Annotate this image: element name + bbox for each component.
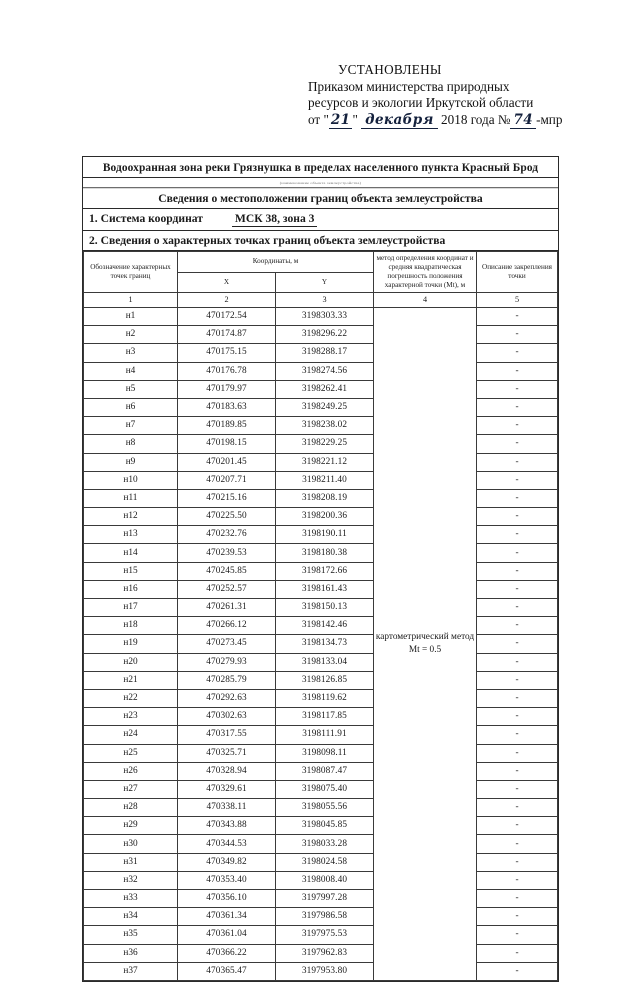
cell-description-value: - [477, 890, 558, 908]
cell-coordinate-y: 3198262.41 [276, 380, 374, 398]
cell-coordinate-y: 3198211.40 [276, 471, 374, 489]
table-row [84, 453, 558, 471]
table-row [84, 853, 558, 871]
table-row [84, 435, 558, 453]
table-row [84, 871, 558, 889]
table-row [84, 762, 558, 780]
points-section-label: 2. Сведения о характерных точках границ объекта землеустройства [83, 231, 558, 251]
cell-description-value: - [477, 871, 558, 889]
cell-coordinate-y: 3197953.80 [276, 962, 374, 980]
cell-coordinate-y: 3198274.56 [276, 362, 374, 380]
cell-coordinate-y: 3198208.19 [276, 489, 374, 507]
cell-description-value: - [477, 508, 558, 526]
cell-description-value: - [477, 744, 558, 762]
cell-description-value: - [477, 671, 558, 689]
cell-coordinate-x: 470266.12 [178, 617, 276, 635]
cell-point-designation: н18 [84, 617, 178, 635]
cell-coordinate-y: 3197962.83 [276, 944, 374, 962]
cell-coordinate-x: 470349.82 [178, 853, 276, 871]
table-row [84, 471, 558, 489]
cell-description-value: - [477, 435, 558, 453]
cell-coordinate-y: 3198119.62 [276, 689, 374, 707]
table-row [84, 689, 558, 707]
cell-coordinate-y: 3198142.46 [276, 617, 374, 635]
cell-coordinate-x: 470328.94 [178, 762, 276, 780]
cell-point-designation: н32 [84, 871, 178, 889]
table-row [84, 580, 558, 598]
cell-description-value: - [477, 944, 558, 962]
cell-coordinate-x: 470285.79 [178, 671, 276, 689]
header-coordinates-group: Координаты, м [178, 252, 374, 273]
table-row [84, 526, 558, 544]
cell-description-value: - [477, 962, 558, 980]
cell-description-value: - [477, 653, 558, 671]
cell-point-designation: н35 [84, 926, 178, 944]
cell-description-value: - [477, 817, 558, 835]
header-description: Описание закрепления точки [477, 252, 558, 293]
cell-point-designation: н4 [84, 362, 178, 380]
cell-coordinate-x: 470232.76 [178, 526, 276, 544]
cell-coordinate-x: 470225.50 [178, 508, 276, 526]
table-row [84, 835, 558, 853]
cell-description-value: - [477, 926, 558, 944]
cell-point-designation: н30 [84, 835, 178, 853]
cell-coordinate-y: 3197997.28 [276, 890, 374, 908]
cell-coordinate-y: 3198172.66 [276, 562, 374, 580]
order-month-handwritten: декабря [361, 112, 438, 129]
cell-coordinate-x: 470198.15 [178, 435, 276, 453]
cell-description-value: - [477, 526, 558, 544]
table-row [84, 326, 558, 344]
table-body [84, 308, 558, 981]
cell-coordinate-y: 3198190.11 [276, 526, 374, 544]
cell-coordinate-x: 470172.54 [178, 308, 276, 326]
cell-point-designation: н7 [84, 417, 178, 435]
table-row [84, 489, 558, 507]
table-row [84, 926, 558, 944]
cell-description-value: - [477, 326, 558, 344]
cell-description-value: - [477, 398, 558, 416]
cell-description-value: - [477, 726, 558, 744]
cell-coordinate-x: 470174.87 [178, 326, 276, 344]
approval-header [308, 62, 628, 128]
cell-coordinate-x: 470353.40 [178, 871, 276, 889]
cell-description-value: - [477, 562, 558, 580]
table-row [84, 599, 558, 617]
cell-coordinate-y: 3198024.58 [276, 853, 374, 871]
table-row [84, 671, 558, 689]
table-row [84, 308, 558, 326]
table-row [84, 726, 558, 744]
table-row [84, 362, 558, 380]
cell-coordinate-x: 470252.57 [178, 580, 276, 598]
cell-description-value: - [477, 780, 558, 798]
table-row [84, 908, 558, 926]
cell-coordinate-y: 3198134.73 [276, 635, 374, 653]
cell-description-value: - [477, 762, 558, 780]
column-number-2: 2 [178, 293, 276, 308]
cell-coordinate-x: 470245.85 [178, 562, 276, 580]
cell-coordinate-y: 3198238.02 [276, 417, 374, 435]
table-row [84, 617, 558, 635]
cell-point-designation: н9 [84, 453, 178, 471]
cell-coordinate-x: 470215.16 [178, 489, 276, 507]
cell-point-designation: н17 [84, 599, 178, 617]
cell-point-designation: н34 [84, 908, 178, 926]
cell-description-value: - [477, 708, 558, 726]
cell-coordinate-x: 470189.85 [178, 417, 276, 435]
cell-description-value: - [477, 471, 558, 489]
cell-method-value: картометрический метод Mt = 0.5 [374, 308, 477, 981]
cell-coordinate-y: 3198111.91 [276, 726, 374, 744]
cell-point-designation: н26 [84, 762, 178, 780]
cell-point-designation: н15 [84, 562, 178, 580]
approval-date-line [308, 112, 628, 129]
table-row [84, 799, 558, 817]
cell-description-value: - [477, 489, 558, 507]
table-row [84, 562, 558, 580]
cell-point-designation: н14 [84, 544, 178, 562]
cell-coordinate-y: 3198117.85 [276, 708, 374, 726]
cell-point-designation: н21 [84, 671, 178, 689]
document-title-caption: (наименование объекта землеустройства) [83, 179, 558, 188]
cell-coordinate-x: 470201.45 [178, 453, 276, 471]
cell-description-value: - [477, 635, 558, 653]
cell-point-designation: н11 [84, 489, 178, 507]
cell-description-value: - [477, 580, 558, 598]
cell-coordinate-y: 3198303.33 [276, 308, 374, 326]
cell-coordinate-y: 3198221.12 [276, 453, 374, 471]
cell-point-designation: н22 [84, 689, 178, 707]
table-row [84, 417, 558, 435]
cell-coordinate-y: 3198055.56 [276, 799, 374, 817]
cell-coordinate-x: 470179.97 [178, 380, 276, 398]
column-number-1: 1 [84, 293, 178, 308]
table-row [84, 380, 558, 398]
cell-coordinate-x: 470261.31 [178, 599, 276, 617]
column-number-5: 5 [477, 293, 558, 308]
order-suffix: -мпр [536, 111, 563, 127]
order-year-text: 2018 года № [441, 111, 511, 127]
cell-coordinate-y: 3198288.17 [276, 344, 374, 362]
coordinate-system-line [83, 209, 558, 231]
table-row [84, 744, 558, 762]
cell-coordinate-x: 470361.34 [178, 908, 276, 926]
cell-point-designation: н6 [84, 398, 178, 416]
table-row [84, 398, 558, 416]
cell-description-value: - [477, 599, 558, 617]
cell-coordinate-y: 3198133.04 [276, 653, 374, 671]
section-heading: Сведения о местоположении границ объекта землеустройства [83, 189, 558, 209]
cell-coordinate-y: 3198008.40 [276, 871, 374, 889]
cell-coordinate-x: 470207.71 [178, 471, 276, 489]
approval-line-2: Приказом министерства природных [308, 78, 510, 94]
header-method: метод определения координат и средняя квадратическая погрешность положения характерной точки (Mt), м [374, 252, 477, 293]
cell-description-value: - [477, 544, 558, 562]
cell-coordinate-x: 470361.04 [178, 926, 276, 944]
cell-point-designation: н19 [84, 635, 178, 653]
cell-coordinate-x: 470292.63 [178, 689, 276, 707]
cell-description-value: - [477, 908, 558, 926]
cell-description-value: - [477, 835, 558, 853]
cell-description-value: - [477, 344, 558, 362]
cell-coordinate-y: 3198098.11 [276, 744, 374, 762]
cell-coordinate-x: 470338.11 [178, 799, 276, 817]
cell-coordinate-x: 470273.45 [178, 635, 276, 653]
cell-coordinate-x: 470279.93 [178, 653, 276, 671]
column-number-4: 4 [374, 293, 477, 308]
cell-point-designation: н1 [84, 308, 178, 326]
table-column-number-row [84, 293, 558, 308]
table-row [84, 544, 558, 562]
cell-coordinate-x: 470176.78 [178, 362, 276, 380]
cell-description-value: - [477, 617, 558, 635]
cell-point-designation: н33 [84, 890, 178, 908]
table-header-row-1 [84, 252, 558, 273]
cell-description-value: - [477, 362, 558, 380]
coordinate-system-value: МСК 38, зона 3 [232, 212, 318, 227]
cell-coordinate-x: 470175.15 [178, 344, 276, 362]
header-designation: Обозначение характерных точек границ [84, 252, 178, 293]
coordinate-system-label: 1. Система координат [89, 212, 203, 225]
cell-point-designation: н24 [84, 726, 178, 744]
cell-description-value: - [477, 453, 558, 471]
characteristic-points-table [83, 251, 558, 981]
cell-coordinate-x: 470325.71 [178, 744, 276, 762]
cell-description-value: - [477, 308, 558, 326]
cell-point-designation: н16 [84, 580, 178, 598]
cell-coordinate-y: 3198087.47 [276, 762, 374, 780]
table-row [84, 653, 558, 671]
table-row [84, 962, 558, 980]
order-day-handwritten: 21 [330, 111, 351, 128]
cell-coordinate-y: 3198200.36 [276, 508, 374, 526]
cell-coordinate-x: 470366.22 [178, 944, 276, 962]
cell-coordinate-y: 3198296.22 [276, 326, 374, 344]
table-row [84, 708, 558, 726]
cell-point-designation: н8 [84, 435, 178, 453]
cell-description-value: - [477, 417, 558, 435]
cell-coordinate-x: 470302.63 [178, 708, 276, 726]
cell-coordinate-y: 3198249.25 [276, 398, 374, 416]
cell-description-value: - [477, 799, 558, 817]
cell-coordinate-x: 470329.61 [178, 780, 276, 798]
table-row [84, 944, 558, 962]
cell-coordinate-y: 3198150.13 [276, 599, 374, 617]
approval-line-1: УСТАНОВЛЕНЫ [338, 62, 442, 77]
cell-point-designation: н20 [84, 653, 178, 671]
cell-point-designation: н37 [84, 962, 178, 980]
cell-coordinate-x: 470317.55 [178, 726, 276, 744]
date-prefix: от " [308, 111, 329, 127]
date-quote-close: " [352, 111, 358, 127]
cell-coordinate-y: 3198126.85 [276, 671, 374, 689]
document-title: Водоохранная зона реки Грязнушка в пределах населенного пункта Красный Брод [83, 157, 558, 178]
header-y: Y [276, 272, 374, 293]
document-frame [82, 156, 559, 982]
cell-coordinate-x: 470239.53 [178, 544, 276, 562]
table-row [84, 780, 558, 798]
cell-point-designation: н28 [84, 799, 178, 817]
cell-coordinate-y: 3198045.85 [276, 817, 374, 835]
table-row [84, 635, 558, 653]
cell-description-value: - [477, 380, 558, 398]
cell-point-designation: н25 [84, 744, 178, 762]
cell-point-designation: н5 [84, 380, 178, 398]
cell-coordinate-x: 470344.53 [178, 835, 276, 853]
cell-point-designation: н31 [84, 853, 178, 871]
cell-description-value: - [477, 689, 558, 707]
cell-coordinate-x: 470356.10 [178, 890, 276, 908]
table-head [84, 252, 558, 308]
cell-coordinate-y: 3198229.25 [276, 435, 374, 453]
table-row [84, 344, 558, 362]
cell-coordinate-y: 3197975.53 [276, 926, 374, 944]
table-row [84, 817, 558, 835]
cell-point-designation: н27 [84, 780, 178, 798]
cell-point-designation: н36 [84, 944, 178, 962]
cell-coordinate-x: 470343.88 [178, 817, 276, 835]
order-number-handwritten: 74 [510, 112, 536, 129]
header-x: X [178, 272, 276, 293]
cell-coordinate-x: 470183.63 [178, 398, 276, 416]
cell-coordinate-y: 3198075.40 [276, 780, 374, 798]
cell-coordinate-y: 3198033.28 [276, 835, 374, 853]
cell-coordinate-x: 470365.47 [178, 962, 276, 980]
cell-coordinate-y: 3197986.58 [276, 908, 374, 926]
cell-point-designation: н12 [84, 508, 178, 526]
cell-coordinate-y: 3198180.38 [276, 544, 374, 562]
cell-point-designation: н13 [84, 526, 178, 544]
cell-coordinate-y: 3198161.43 [276, 580, 374, 598]
cell-point-designation: н23 [84, 708, 178, 726]
cell-description-value: - [477, 853, 558, 871]
cell-point-designation: н2 [84, 326, 178, 344]
cell-point-designation: н10 [84, 471, 178, 489]
table-row [84, 508, 558, 526]
column-number-3: 3 [276, 293, 374, 308]
cell-point-designation: н29 [84, 817, 178, 835]
approval-line-3: ресурсов и экологии Иркутской области [308, 95, 534, 110]
cell-point-designation: н3 [84, 344, 178, 362]
